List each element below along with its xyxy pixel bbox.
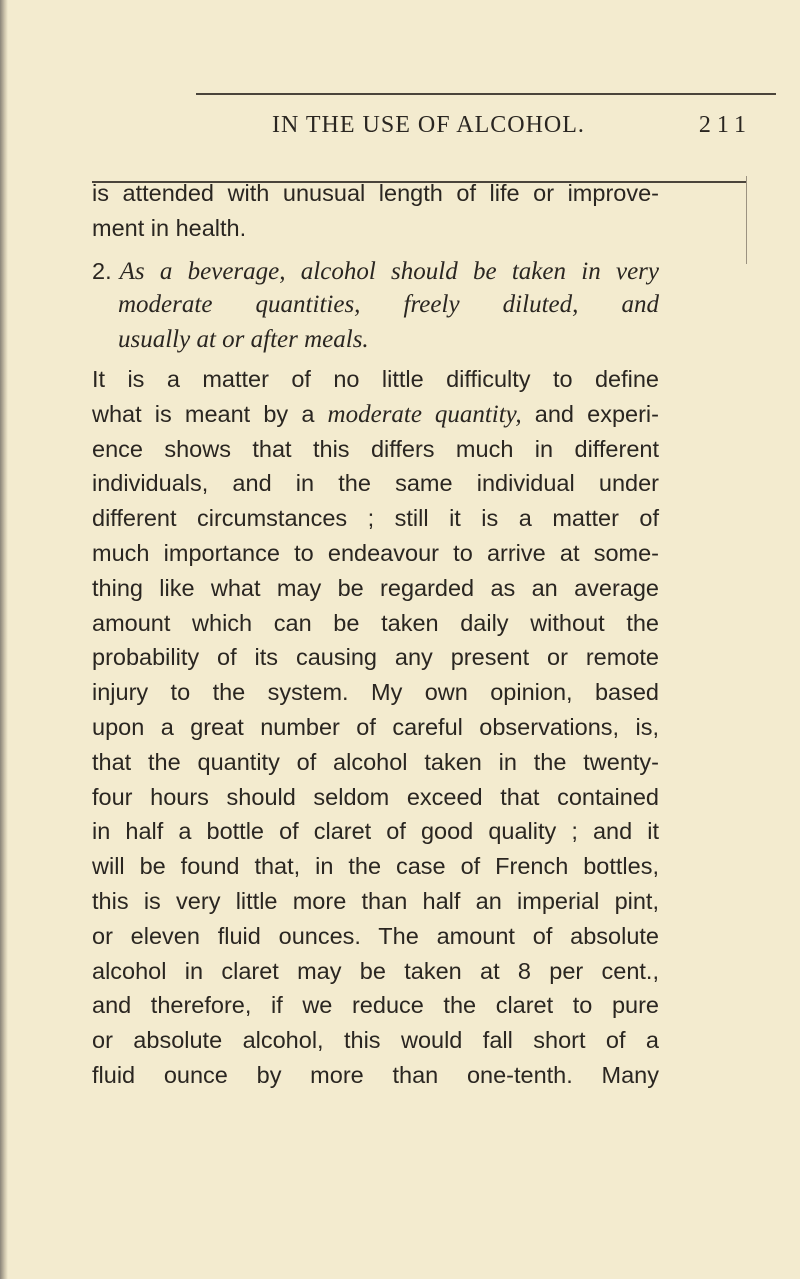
page-binding-edge: [0, 0, 8, 1279]
paragraph-text: It is a matter of no little difficulty to define: [92, 365, 659, 392]
italic-phrase: moderate quantity,: [327, 400, 522, 428]
paragraph-first-line: [92, 362, 659, 397]
paragraph-line: this is very little more than half an imperial pint,: [92, 887, 659, 914]
paragraph-line: upon a great number of careful observations, is,: [92, 713, 659, 740]
paragraph-line: [92, 397, 659, 432]
paragraph-line: will be found that, in the case of French bottles,: [92, 853, 659, 880]
paragraph-line: different circumstances ; still it is a matter of: [92, 505, 659, 532]
margin-mark: [746, 176, 747, 264]
page-number: 211: [698, 112, 752, 138]
paragraph-line: alcohol in claret may be taken at 8 per cent.,: [92, 957, 659, 984]
body-text: [92, 176, 659, 1093]
running-title: IN THE USE OF ALCOHOL.: [272, 112, 585, 138]
paragraph-text: and experi-: [521, 400, 659, 427]
paragraph-line: injury to the system. My own opinion, based: [92, 679, 659, 706]
paragraph-line: or eleven fluid ounces. The amount of absolute: [92, 922, 659, 949]
section-heading-line: usually at or after meals.: [118, 326, 369, 354]
paragraph-line: ence shows that this differs much in different: [92, 435, 659, 462]
paragraph-line: probability of its causing any present or remote: [92, 644, 659, 671]
paragraph-line: fluid ounce by more than one-tenth. Many: [92, 1061, 659, 1088]
paragraph-text: what is meant by a: [92, 400, 328, 427]
paragraph-line: that the quantity of alcohol taken in the twenty-: [92, 748, 659, 775]
section-heading-text: As a beverage, alcohol should be taken in very: [119, 257, 659, 285]
paragraph-line: thing like what may be regarded as an average: [92, 574, 659, 601]
section-heading-line: moderate quantities, freely diluted, and: [118, 291, 659, 319]
paragraph-line: four hours should seldom exceed that contained: [92, 783, 659, 810]
text-line: is attended with unusual length of life or improve-: [92, 180, 659, 206]
paragraph-line: amount which can be taken daily without the: [92, 609, 659, 636]
paragraph-line: much importance to endeavour to arrive at some-: [92, 539, 659, 566]
section-heading-line: [92, 254, 659, 289]
paragraph-line: in half a bottle of claret of good quality ; and it: [92, 818, 659, 845]
paragraph-line: and therefore, if we reduce the claret to pure: [92, 992, 659, 1019]
section-number: 2.: [92, 257, 112, 284]
text-line: ment in health.: [92, 214, 247, 241]
paragraph-line: individuals, and in the same individual under: [92, 470, 659, 497]
top-rule: [196, 93, 776, 95]
running-head: [192, 106, 752, 140]
paragraph-line: or absolute alcohol, this would fall short of a: [92, 1027, 659, 1054]
